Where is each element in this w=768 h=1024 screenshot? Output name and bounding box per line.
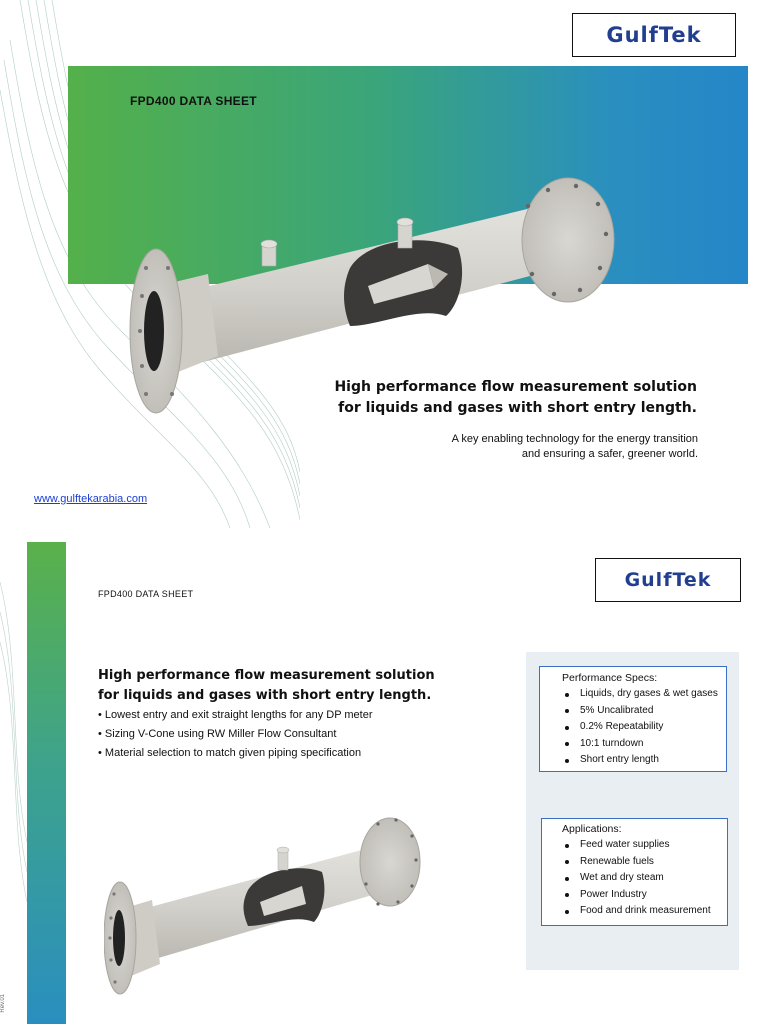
- feature-bullet-list: [98, 706, 373, 763]
- performance-spec-item: 0.2% Repeatability: [562, 719, 720, 736]
- performance-specs-title: Performance Specs:: [562, 672, 658, 684]
- feature-bullet: • Sizing V-Cone using RW Miller Flow Consultant: [98, 728, 337, 740]
- logo-text: GulfTek: [606, 23, 702, 47]
- performance-spec-item: Short entry length: [562, 752, 720, 769]
- performance-spec-item: 5% Uncalibrated: [562, 703, 720, 720]
- feature-bullet: • Material selection to match given piping specification: [98, 747, 362, 759]
- decorative-swirl-lines-page2: [0, 542, 30, 1024]
- data-sheet-title: FPD400 DATA SHEET: [130, 94, 257, 108]
- performance-spec-item: Liquids, dry gases & wet gases: [562, 686, 720, 703]
- website-link[interactable]: www.gulftekarabia.com: [34, 493, 148, 505]
- applications-box: [541, 818, 728, 926]
- cover-headline-line-2: for liquids and gases with short entry length.: [338, 400, 697, 416]
- company-logo: [572, 13, 736, 57]
- application-item: Wet and dry steam: [562, 870, 721, 887]
- application-item: Feed water supplies: [562, 837, 721, 854]
- details-headline-line-1: High performance flow measurement solution: [98, 668, 435, 683]
- cover-headline-line-1: High performance flow measurement solution: [334, 379, 697, 395]
- cover-headline: [334, 377, 697, 419]
- datasheet-details-page: [0, 542, 768, 1024]
- cover-subtext: [452, 432, 698, 462]
- applications-title: Applications:: [562, 823, 622, 835]
- details-headline: [98, 666, 435, 706]
- revision-label: Rev.01: [0, 994, 6, 1013]
- company-logo-page2: [595, 558, 741, 602]
- performance-specs-box: [539, 666, 727, 772]
- flow-meter-illustration-small: [104, 814, 424, 996]
- details-headline-line-2: for liquids and gases with short entry length.: [98, 688, 432, 703]
- application-item: Renewable fuels: [562, 854, 721, 871]
- cover-subtext-line-2: and ensuring a safer, greener world.: [521, 448, 698, 460]
- application-item: Power Industry: [562, 887, 721, 904]
- application-item: Food and drink measurement: [562, 903, 721, 920]
- logo-text-page2: GulfTek: [624, 569, 712, 591]
- side-gradient-bar: [27, 542, 66, 1024]
- data-sheet-title-page2: FPD400 DATA SHEET: [98, 589, 194, 599]
- feature-bullet: • Lowest entry and exit straight lengths for any DP meter: [98, 709, 373, 721]
- performance-spec-item: 10:1 turndown: [562, 736, 720, 753]
- cover-subtext-line-1: A key enabling technology for the energy transition: [451, 433, 698, 445]
